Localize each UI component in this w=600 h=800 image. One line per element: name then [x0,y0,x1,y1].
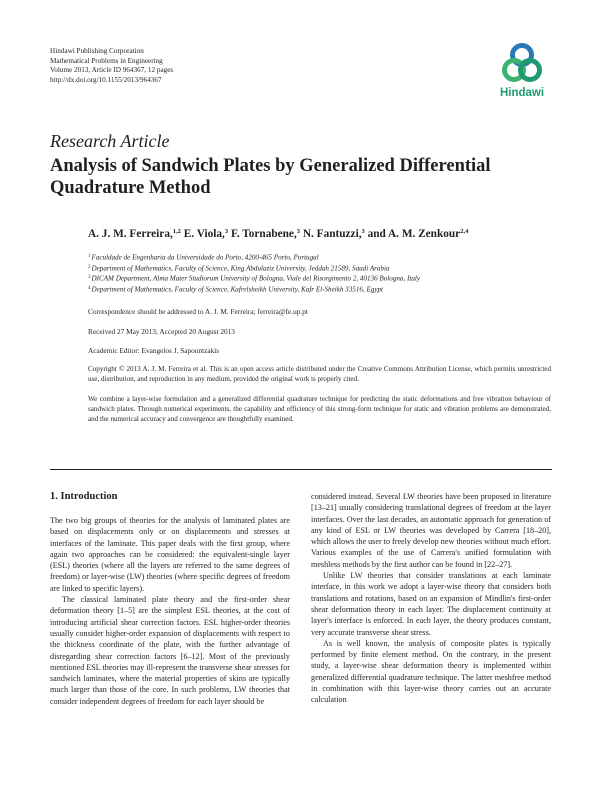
title-line: Quadrature Method [50,178,211,198]
author-list [88,228,468,240]
affiliation-text: Department of Mathematics, Faculty of Science, King Abdulaziz University, Jeddah 21589, Saudi Arabia [91,264,390,273]
hindawi-logo-icon [499,40,545,86]
article-title [50,155,520,199]
received-dates: Received 27 May 2013; Accepted 20 August 2013 [88,327,235,336]
title-line: Analysis of Sandwich Plates by Generalized Differential [50,156,491,176]
hindawi-logo [494,40,550,104]
affiliation-number: 1 [88,254,91,259]
author-name: F. Tornabene, [228,228,297,240]
doi-link[interactable]: http://dx.doi.org/10.1155/2013/964367 [50,75,162,84]
section-heading: 1. Introduction [50,491,118,502]
author-affiliation-mark: 3 [224,228,229,235]
affiliation-text: Faculdade de Engenharia da Universidade do Porto, 4200-465 Porto, Portugal [91,253,319,262]
section-divider [50,469,552,470]
logo-wordmark: Hindawi [499,87,545,99]
copyright-notice: Copyright © 2013 A. J. M. Ferreira et al. This is an open access article distributed under the Creative Commons Attribution License, which permits unrestricted use, distribution, and reproduction in any medium, provided the original work is properly cited. [88,365,551,384]
affiliation-number: 3 [88,275,91,281]
academic-editor: Academic Editor: Evangelos J. Sapountzakis [88,346,220,355]
body-paragraph: Unlike LW theories that consider translations at each laminate interface, in this work we adopt a layer-wise theory that considers both translations and rotations, based on an expansion of Mindlin's first-order shear deformation theory in each layer. The displacement continuity at layer's interface is enforced. In each layer, the theory produces constant, very accurate transverse shear stress. [311,571,551,637]
volume-info: Volume 2013, Article ID 964367, 12 pages [50,66,174,75]
author-name: N. Fantuzzi, [300,228,362,240]
journal-name: Mathematical Problems in Engineering [50,56,163,65]
affiliation-number: 4 [88,286,91,292]
body-column-left [50,515,290,707]
affiliation-item [88,284,420,295]
affiliation-item [88,273,420,284]
author-affiliation-mark: 2,4 [460,228,469,235]
abstract-text: We combine a layer-wise formulation and a generalized differential quadrature technique for predicting the static deformations and free vibration behaviour of sandwich plates. Through numerical experiments, the capability and efficiency of this strong-form technique for static and vibration problems are demonstrated, and the numerical accuracy and convergence are thoughtfully examined. [88,395,551,424]
body-paragraph: The two big groups of theories for the analysis of laminated plates are based on displacements only or on displacements and stresses at interfaces of the laminate. This paper deals with the first group, where again two approaches can be considered: the equivalent-single layer (ESL) theories (where all the layers are referred to the same degrees of freedom) or layer-wise (LW) theories (where specific degrees of freedom are linked to specific layers). [50,516,290,593]
author-name: A. J. M. Ferreira, [88,228,173,240]
affiliation-text: Department of Mathematics, Faculty of Science, Kafrelsheikh University, Kafr El-Sheikh 33516, Egypt [91,285,384,294]
article-type: Research Article [50,131,170,151]
body-column-right [311,491,551,706]
body-paragraph: The classical laminated plate theory and the first-order shear deformation theory [1–5] are the simplest ESL theories, at the cost of introducing artificial shear correction factors. ESL higher-order theories usually consider higher-order expansion of displacements with respect to the thickness coordinate of the plate, with the further advantage of disregarding shear correction factors [6–12]. Most of the previously mentioned ESL theories may ill-represent the transverse shear stresses for sandwich laminates, where the material properties of skins are typically much larger than those of the core. In such problems, LW theories that consider independent degrees of freedom for each layer should be [50,595,290,706]
affiliation-item [88,263,420,274]
author-name: E. Viola, [180,228,225,240]
body-paragraph: As is well known, the analysis of composite plates is typically performed by finite element method. On the contrary, in the present study, a layer-wise shear deformation theory is implemented within generalized differential quadrature technique. The latter meshfree method in combination with this layer-wise theory carries out an accurate calculation [311,638,551,705]
affiliation-number: 2 [88,264,91,270]
affiliation-list [88,252,420,295]
journal-header [50,47,173,85]
affiliation-text: DICAM Department, Alma Mater Studiorum University of Bologna, Viale del Risorgimento 2, 40136 Bologna, Italy [91,274,421,283]
author-affiliation-mark: 3 [361,228,365,235]
author-affiliation-mark: 3 [296,228,301,235]
author-affiliation-mark: 1,2 [172,228,181,235]
affiliation-item [88,252,420,263]
publisher-line: Hindawi Publishing Corporation [50,47,144,55]
body-paragraph: considered instead. Several LW theories have been proposed in literature [13–21] usually considering translational degrees of freedom at the layer interfaces. Over the last decades, an automatic approach for generation of any kind of ESL or LW theories was developed by Carrera [18–20], which allows the user to freely develop new theories without much effort. Various examples of the use of Carrera's unified formulation with meshless methods by the first author can be found in [22–27]. [311,492,551,569]
correspondence-line: Correspondence should be addressed to A. J. M. Ferreira; ferreira@fe.up.pt [88,307,308,316]
author-name: and A. M. Zenkour [364,228,461,240]
